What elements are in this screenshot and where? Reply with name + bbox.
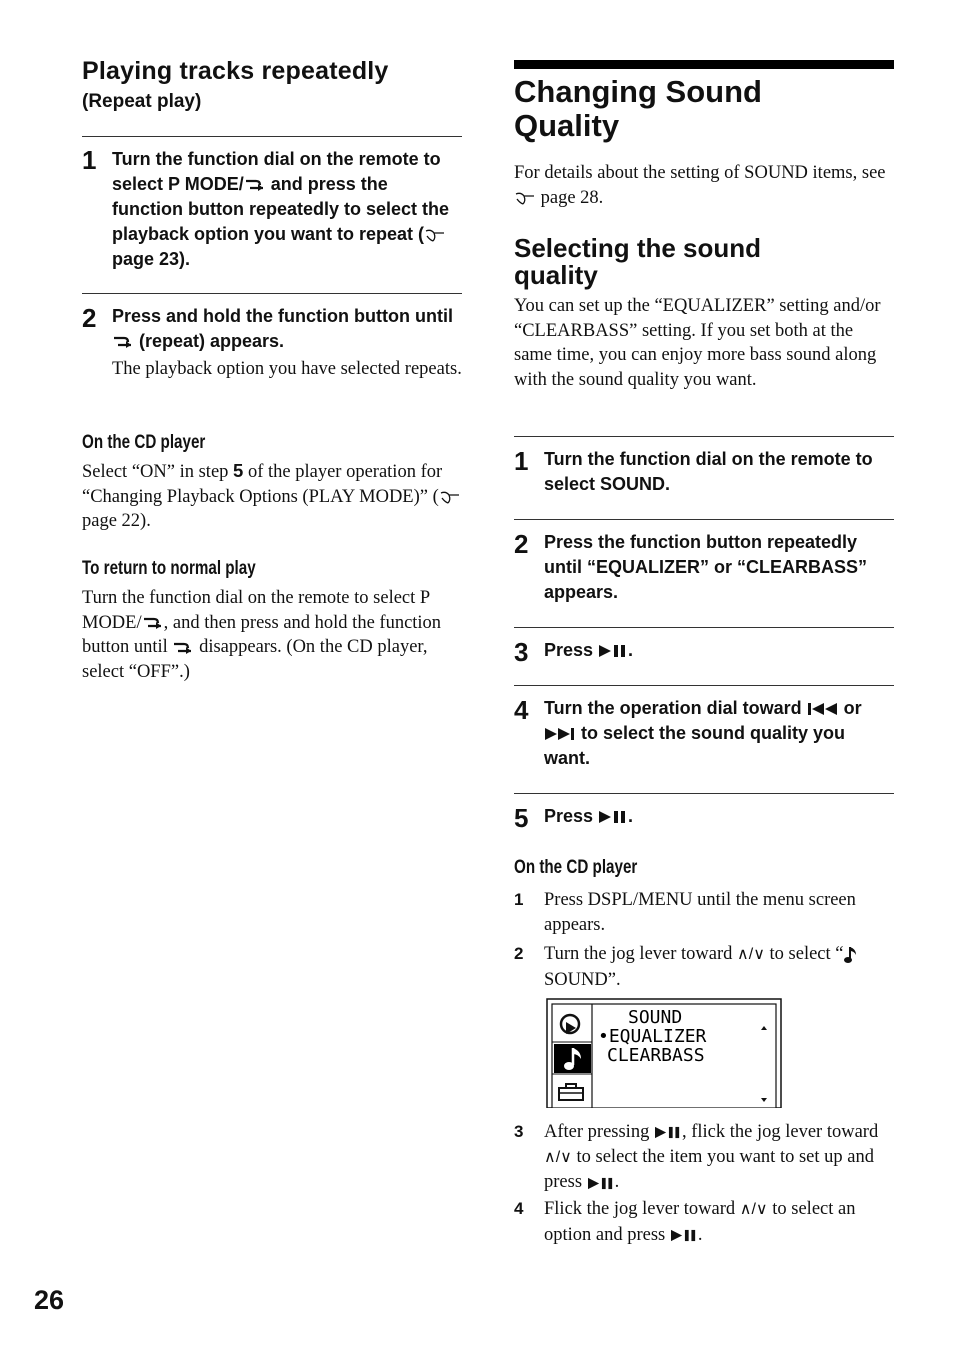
- step-text: .: [628, 806, 634, 826]
- body-text: , and then press and hold the function button until: [82, 612, 442, 658]
- substep-number: 2: [514, 944, 524, 963]
- step-number: 2: [514, 529, 529, 559]
- section-title-selecting: [514, 235, 761, 289]
- substep-text-part: to select the item you want to set up and press: [544, 1146, 874, 1193]
- step-number: 1: [514, 446, 529, 476]
- page-reference-icon: [514, 190, 536, 206]
- play-pause-icon: [654, 1126, 682, 1139]
- substep-text: Press DSPL/MENU until the menu screen appears.: [544, 890, 856, 935]
- title-bar: [514, 60, 894, 69]
- body-text: Turn the function dial on the remote to select P MODE/: [82, 588, 430, 633]
- step-text: and press the function button repeatedly to select the playback option you want to repeat (: [112, 174, 450, 244]
- step-4-text: [544, 696, 894, 771]
- substep-text: [544, 1120, 894, 1195]
- page-title-line: Quality: [514, 108, 620, 143]
- step-text: page 23).: [112, 249, 191, 269]
- lcd-item-clearbass: CLEARBASS: [607, 1045, 705, 1066]
- step-text: Press: [544, 640, 599, 660]
- lcd-item-equalizer: •EQUALIZER: [598, 1026, 707, 1047]
- body-text: of the player operation for “Changing Playback Options (PLAY MODE)” (: [82, 462, 443, 507]
- page-number: 26: [34, 1285, 65, 1315]
- body-text: page 22).: [82, 511, 151, 532]
- step-1-text: Turn the function dial on the remote to select SOUND.: [544, 449, 873, 494]
- play-pause-icon: [670, 1229, 698, 1242]
- next-track-icon: [544, 727, 576, 741]
- substep-number: 1: [514, 890, 524, 909]
- music-note-icon: [844, 946, 858, 964]
- lcd-menu-screen: [546, 998, 782, 1108]
- step-2-text: Press the function button repeatedly until “EQUALIZER” or “CLEARBASS” appears.: [544, 532, 867, 602]
- substep-number: 4: [514, 1199, 524, 1218]
- play-pause-icon: [587, 1177, 615, 1190]
- substep-text-part: Turn the jog lever toward: [544, 944, 738, 964]
- substep-text: [544, 942, 894, 992]
- step-3-text: [544, 638, 894, 663]
- step-text: Press and hold the function button until: [112, 306, 453, 326]
- step-text: or: [838, 698, 862, 718]
- intro-text: [514, 161, 896, 210]
- body-text: page 28.: [536, 187, 604, 208]
- subheading-cd-player: On the CD player: [514, 857, 638, 878]
- cd-player-text: [82, 459, 462, 534]
- page-title-line: Changing Sound: [514, 74, 762, 109]
- lcd-title: SOUND: [628, 1007, 683, 1028]
- step-text: Turn the function dial on the remote to select P MODE/: [112, 149, 441, 194]
- body-text: For details about the setting of SOUND items, see: [514, 163, 886, 183]
- divider: [514, 627, 894, 628]
- step-2-body: The playback option you have selected repeats.: [112, 359, 462, 379]
- substep-text: [544, 1197, 894, 1247]
- step-text: to select the sound quality you want.: [544, 723, 846, 768]
- previous-track-icon: [807, 702, 839, 716]
- play-pause-icon: [598, 810, 628, 824]
- step-text: (repeat) appears.: [134, 331, 285, 351]
- substep-text-part: SOUND”.: [544, 969, 621, 990]
- substep-text-part: to select “: [764, 944, 844, 964]
- subheading-cd-player: On the CD player: [82, 432, 206, 453]
- divider: [514, 685, 894, 686]
- normal-play-text: [82, 586, 462, 685]
- divider: [82, 293, 462, 294]
- play-pause-icon: [598, 644, 628, 658]
- substep-text-part: , flick the jog lever toward: [681, 1122, 879, 1142]
- substep-text-part: .: [697, 1224, 703, 1245]
- divider: [82, 136, 462, 137]
- step-number: 3: [514, 637, 529, 667]
- divider: [514, 519, 894, 520]
- step-number: 5: [514, 803, 529, 833]
- substep-number: 3: [514, 1122, 524, 1141]
- repeat-icon: [172, 641, 194, 655]
- substep-text-part: .: [614, 1172, 620, 1193]
- section-title-line: quality: [514, 260, 598, 290]
- repeat-icon: [112, 335, 134, 349]
- body-text: disappears. (On the CD player, select “OFF”.): [82, 637, 428, 683]
- step-2-text: [112, 304, 462, 354]
- section-subtitle-repeat: (Repeat play): [82, 91, 202, 112]
- step-text: Press: [544, 806, 599, 826]
- page-reference-icon: [439, 489, 461, 505]
- body-text: Select “ON” in step: [82, 462, 234, 482]
- up-down-arrows: ∧/∨: [737, 946, 765, 963]
- repeat-icon: [142, 616, 164, 630]
- substep-text-part: Flick the jog lever toward: [544, 1199, 740, 1219]
- section-body: You can set up the “EQUALIZER” setting and/or “CLEARBASS” setting. If you set both at the same time, you can enjoy more bass sound along with the sound quality you want.: [514, 296, 881, 391]
- page-title: [514, 75, 762, 143]
- step-text: Turn the operation dial toward: [544, 698, 807, 718]
- substep-text-part: After pressing: [544, 1122, 654, 1142]
- section-title-repeat: Playing tracks repeatedly: [82, 57, 389, 85]
- step-reference: 5: [233, 460, 244, 481]
- step-text: .: [628, 640, 634, 660]
- page-reference-icon: [424, 227, 446, 243]
- divider: [514, 793, 894, 794]
- section-title-line: Selecting the sound: [514, 233, 762, 263]
- step-number: 2: [82, 303, 97, 333]
- substep-text-part: to select an option and press: [544, 1199, 856, 1245]
- subheading-normal-play: To return to normal play: [82, 558, 256, 579]
- step-number: 1: [82, 145, 97, 175]
- up-down-arrows: ∧/∨: [739, 1201, 768, 1218]
- step-number: 4: [514, 695, 529, 725]
- step-1-text: [112, 147, 462, 272]
- repeat-icon: [244, 178, 266, 192]
- up-down-arrows: ∧/∨: [544, 1148, 572, 1166]
- step-5-text: [544, 804, 894, 829]
- divider: [514, 436, 894, 437]
